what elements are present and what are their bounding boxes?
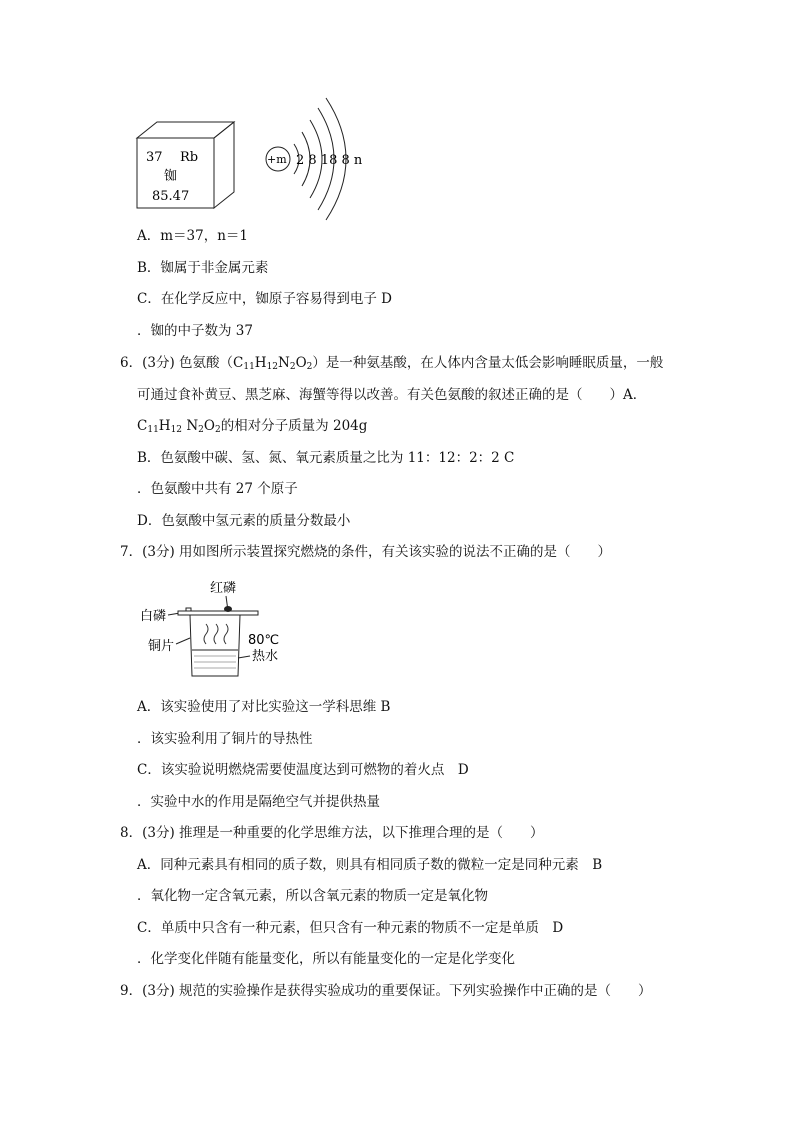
q5-option-c: C．在化学反应中，铷原子容易得到电子 D xyxy=(137,291,392,307)
q6-option-b: B．色氨酸中碳、氢、氮、氧元素质量之比为 11：12：2：2 C xyxy=(137,450,515,466)
rubidium-element-card xyxy=(132,118,238,210)
q7-option-a: A．该实验使用了对比实验这一学科思维 B xyxy=(137,699,391,715)
electron-shell-counts: 2 8 18 8 n xyxy=(296,153,363,168)
q6-option-d: D．色氨酸中氢元素的质量分数最小 xyxy=(137,513,351,529)
element-mass: 85.47 xyxy=(152,189,190,204)
atom-structure-diagram xyxy=(258,94,368,224)
label-temperature: 80℃ xyxy=(248,633,280,648)
element-name: 铷 xyxy=(164,169,178,184)
beaker xyxy=(190,615,240,676)
q8-stem: 8．(3分) 推理是一种重要的化学思维方法，以下推理合理的是（ ） xyxy=(120,825,544,841)
q7-option-d: ．实验中水的作用是隔绝空气并提供热量 xyxy=(137,794,380,810)
nucleus-charge: +m xyxy=(267,153,287,166)
q5-option-d: ．铷的中子数为 37 xyxy=(137,323,253,339)
q9-stem: 9．(3分) 规范的实验操作是获得实验成功的重要保证。下列实验操作中正确的是（ ） xyxy=(120,983,652,999)
element-atomic-number: 37 xyxy=(146,150,163,165)
q5-option-a: A．m＝37，n＝1 xyxy=(137,228,249,244)
label-hot-water: 热水 xyxy=(252,649,279,664)
q8-option-d: ．化学变化伴随有能量变化，所以有能量变化的一定是化学变化 xyxy=(137,951,515,967)
q7-stem: 7．(3分) 用如图所示装置探究燃烧的条件，有关该实验的说法不正确的是（ ） xyxy=(120,544,612,560)
q6-option-c: ．色氨酸中共有 27 个原子 xyxy=(137,481,298,497)
q6-stem: 6．(3分) 色氨酸$(C_{11}H_{12}N_2O_2)$是一种氨基酸，在人体内含量太低会影响睡眠质量，一般 xyxy=(120,355,664,372)
copper-sheet xyxy=(178,611,258,615)
q6-option-a: $C_{11}H_{12}$ $N_2O_2$的相对分子质量为 204g xyxy=(137,418,368,435)
q8-option-c: C．单质中只含有一种元素，但只含有一种元素的物质不一定是单质 D xyxy=(137,920,564,936)
combustion-experiment-apparatus xyxy=(138,578,298,686)
q5-option-b: B．铷属于非金属元素 xyxy=(137,260,269,276)
element-symbol: Rb xyxy=(180,150,199,165)
q6-stem-line-2: 可通过食补黄豆、黑芝麻、海蟹等得以改善。有关色氨酸的叙述正确的是（ ）A． xyxy=(137,387,647,403)
q8-option-a: A．同种元素具有相同的质子数，则具有相同质子数的微粒一定是同种元素 B xyxy=(137,857,603,873)
label-red-phosphorus: 红磷 xyxy=(210,581,237,596)
label-white-phosphorus: 白磷 xyxy=(140,609,167,624)
q8-option-b: ．氧化物一定含氧元素，所以含氧元素的物质一定是氧化物 xyxy=(137,888,488,904)
q7-option-c: C．该实验说明燃烧需要使温度达到可燃物的着火点 D xyxy=(137,762,469,778)
label-copper-sheet: 铜片 xyxy=(148,639,175,654)
q7-option-b: ．该实验利用了铜片的导热性 xyxy=(137,731,313,747)
